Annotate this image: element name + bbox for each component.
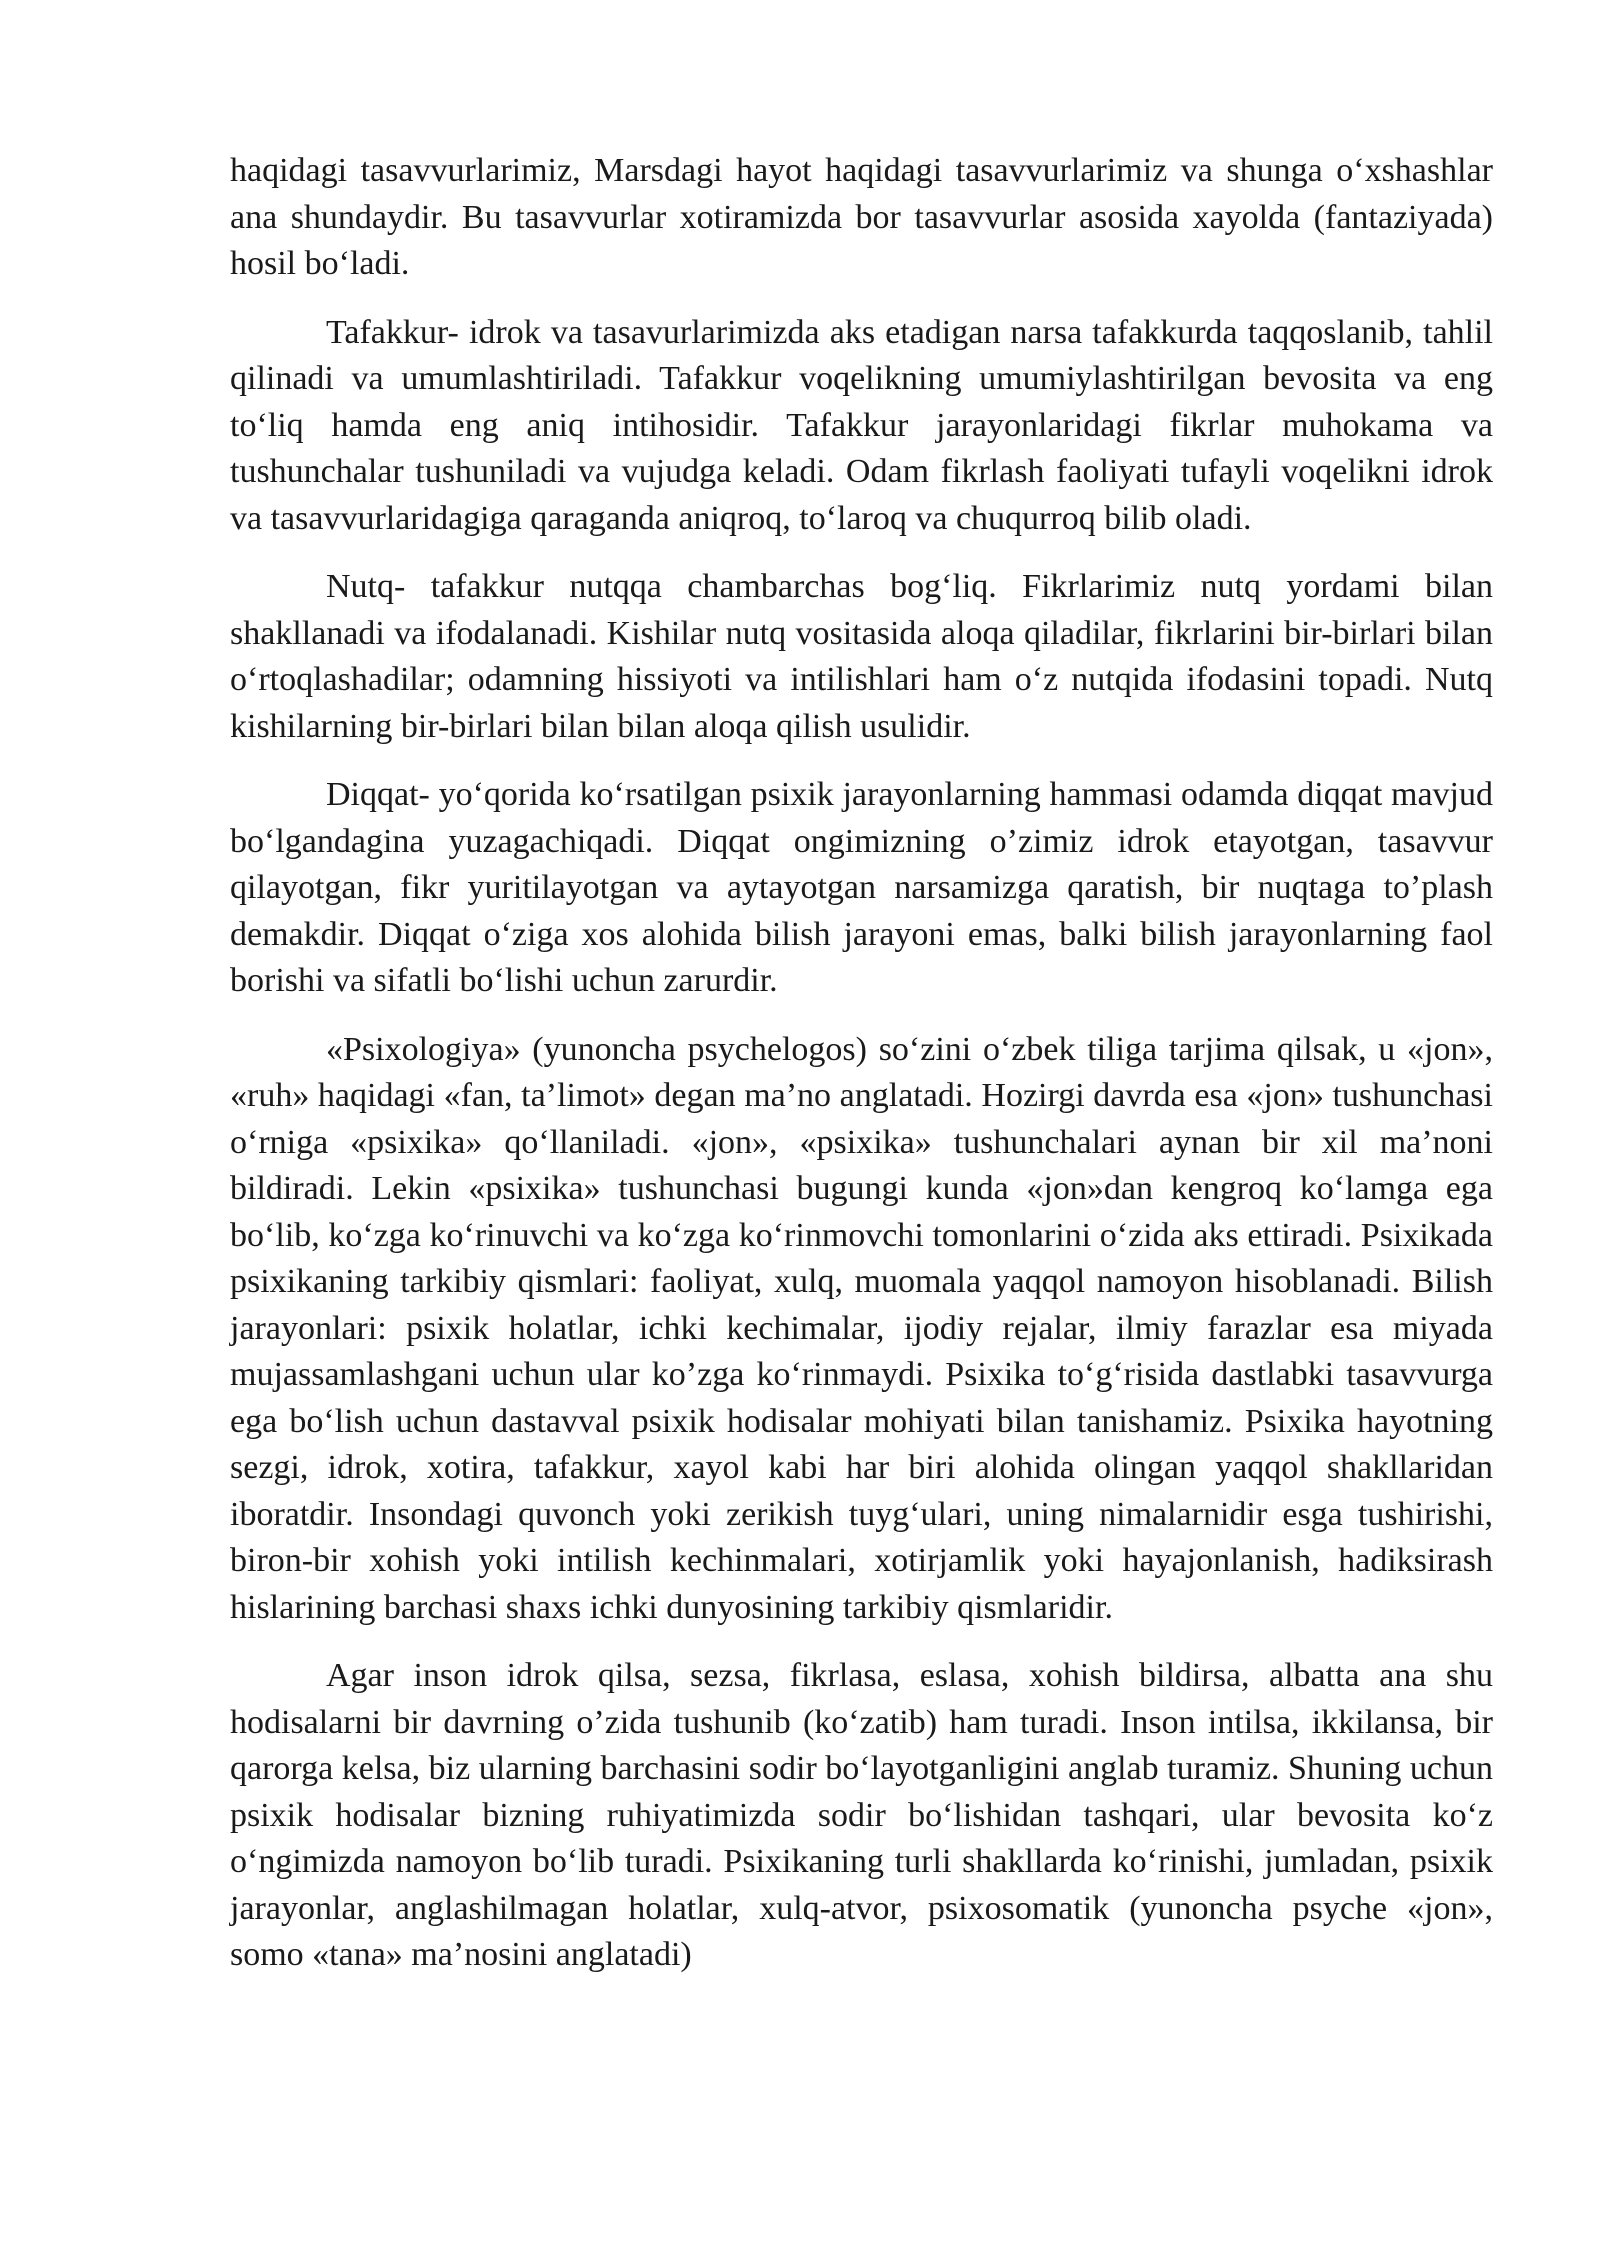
paragraph-agar-inson: Agar inson idrok qilsa, sezsa, fikrlasa, eslasa, xohish bildirsa, albatta ana shu hodisalarni bir davrning o’zida tushunib (ko‘zatib) ham turadi. Inson intilsa, ikkilansa, bir qarorga kelsa, biz ularning barchasini sodir bo‘layotganligini anglab turamiz. Shuning uchun psixik hodisalar bizning ruhiyatimizda sodir bo‘lishidan tashqari, ular bevosita ko‘z o‘ngimizda namoyon bo‘lib turadi. Psixikaning turli shakllarda ko‘rinishi, jumladan, psixik jarayonlar, anglashilmagan holatlar, xulq-atvor, psixosomatik (yunoncha psyche «jon», somo «tana» ma’nosini anglatadi) (230, 1657, 1493, 1973)
paragraph-imagination-continued: haqidagi tasavvurlarimiz, Marsdagi hayot haqidagi tasavvurlarimiz va shunga o‘xshashlar ana shundaydir. Bu tasavvurlar xotiramizda bor tasavvurlar asosida xayolda (fantaziyada) hosil bo‘ladi. (230, 152, 1493, 282)
paragraph-tafakkur: Tafakkur- idrok va tasavurlarimizda aks etadigan narsa tafakkurda taqqoslanib, tahlil qilinadi va umumlashtiriladi. Tafakkur voqelikning umumiylashtirilgan bevosita va eng to‘liq hamda eng aniq intihosidir. Tafakkur jarayonlaridagi fikrlar muhokama va tushunchalar tushuniladi va vujudga keladi. Odam fikrlash faoliyati tufayli voqelikni idrok va tasavvurlaridagiga qaraganda aniqroq, to‘laroq va chuqurroq bilib oladi. (230, 313, 1493, 537)
document-page (230, 148, 1493, 1979)
paragraph-psixologiya: «Psixologiya» (yunoncha psychelogos) so‘zini o‘zbek tiliga tarjima qilsak, u «jon», «ruh» haqidagi «fan, ta’limot» degan ma’no anglatadi. Hozirgi davrda esa «jon» tushunchasi o‘rniga «psixika» qo‘llaniladi. «jon», «psixika» tushunchalari aynan bir xil ma’noni bildiradi. Lekin «psixika» tushunchasi bugungi kunda «jon»dan kengroq ko‘lamga ega bo‘lib, ko‘zga ko‘rinuvchi va ko‘zga ko‘rinmovchi tomonlarini o‘zida aks ettiradi. Psixikada psixikaning tarkibiy qismlari: faoliyat, xulq, muomala yaqqol namoyon hisoblanadi. Bilish jarayonlari: psixik holatlar, ichki kechimalar, ijodiy rejalar, ilmiy farazlar esa miyada mujassamlashgani uchun ular ko’zga ko‘rinmaydi. Psixika to‘g‘risida dastlabki tasavvurga ega bo‘lish uchun dastavval psixik hodisalar mohiyati bilan tanishamiz. Psixika hayotning sezgi, idrok, xotira, tafakkur, xayol kabi har biri alohida olingan yaqqol shakllaridan iboratdir. Insondagi quvonch yoki zerikish tuyg‘ulari, uning nimalarnidir esga tushirishi, biron-bir xohish yoki intilish kechinmalari, xotirjamlik yoki hayajonlanish, hadiksirash hislarining barchasi shaxs ichki dunyosining tarkibiy qismlaridir. (230, 1030, 1493, 1626)
paragraph-nutq: Nutq- tafakkur nutqqa chambarchas bog‘liq. Fikrlarimiz nutq yordami bilan shakllanadi va ifodalanadi. Kishilar nutq vositasida aloqa qiladilar, fikrlarini bir-birlari bilan o‘rtoqlashadilar; odamning hissiyoti va intilishlari ham o‘z nutqida ifodasini topadi. Nutq kishilarning bir-birlari bilan bilan aloqa qilish usulidir. (230, 568, 1493, 745)
paragraph-diqqat: Diqqat- yo‘qorida ko‘rsatilgan psixik jarayonlarning hammasi odamda diqqat mavjud bo‘lgandagina yuzagachiqadi. Diqqat ongimizning o’zimiz idrok etayotgan, tasavvur qilayotgan, fikr yuritilayotgan va aytayotgan narsamizga qaratish, bir nuqtaga to’plash demakdir. Diqqat o‘ziga xos alohida bilish jarayoni emas, balki bilish jarayonlarning faol borishi va sifatli bo‘lishi uchun zarurdir. (230, 776, 1493, 999)
